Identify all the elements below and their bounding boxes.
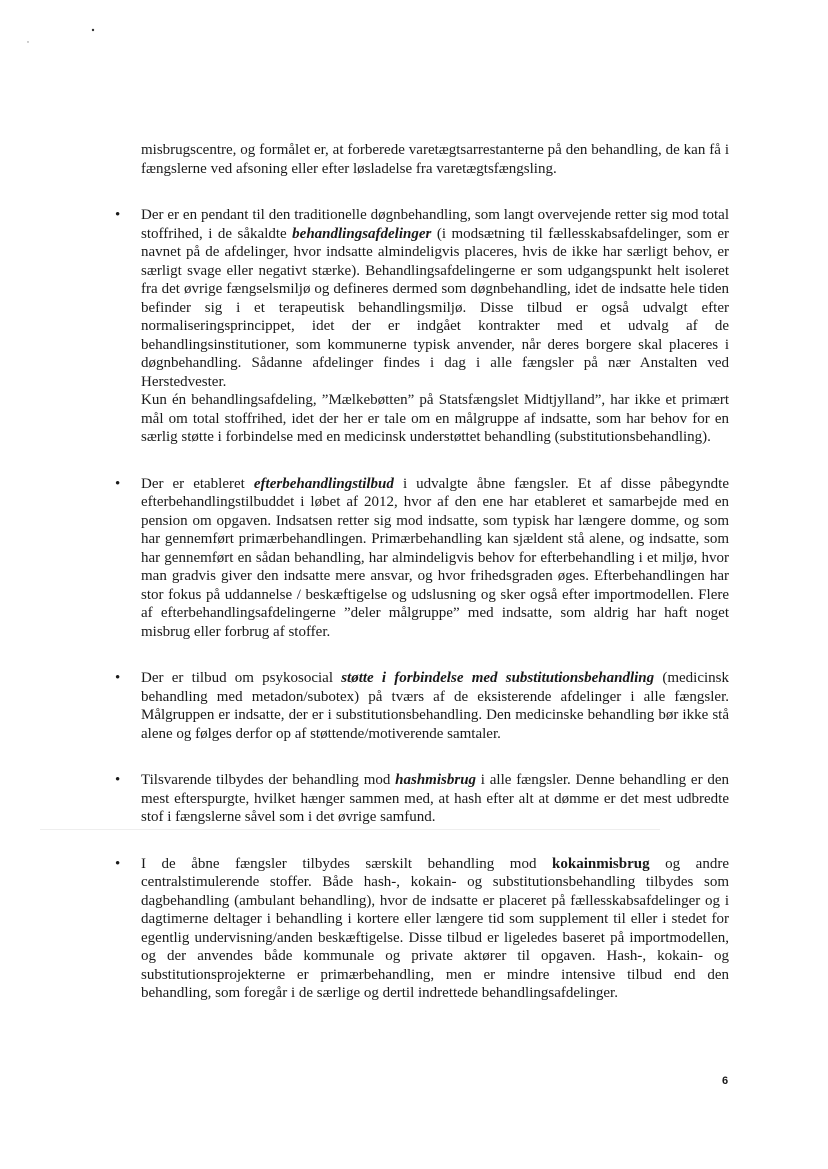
bullet-icon: • [115, 855, 121, 872]
emphasis-term: støtte i forbindelse med substitutionsbehandling [341, 670, 655, 686]
bullet-icon: • [115, 207, 121, 223]
bullet-item-substitution [115, 669, 729, 743]
continuation-paragraph [141, 141, 729, 178]
scan-specks [0, 0, 120, 50]
emphasis-term: hashmisbrug [395, 772, 477, 788]
body-text [115, 141, 729, 1031]
bullet-item-hashmisbrug [115, 771, 729, 827]
paragraph-text: I de åbne fængsler tilbydes særskilt behandling mod kokainmisbrug og andre centralstimulerende stoffer. Både hash-, kokain- og substitutionsbehandling tilbydes som dagbehandling (ambulant behandling), hvor de indsatte er placeret på fællesskabsafdelinger og i dagtimerne deltager i behandling i kortere eller længere tid som supplement til eller i stedet for egentlig undervisning/anden beskæftigelse. Disse tilbud er ligeledes baseret på importmodellen, og der anvendes både kommunale og private aktører til opgaven. Hash-, kokain- og substitutionsprojekterne er primærbehandling, men er mindre intensive tilbud end den behandling, som foregår i de særlige og dertil indrettede behandlingsafdelinger. [141, 855, 729, 1001]
bullet-item-efterbehandling [115, 475, 729, 642]
bullet-item-kokainmisbrug [115, 855, 729, 1003]
paragraph-text: Der er etableret efterbehandlingstilbud i udvalgte åbne fængsler. Et af disse påbegyndte efterbehandlingstilbuddet i løbet af 2012, hvor af den ene har etableret et samarbejde med en pension om opgaven. Indsatsen retter sig mod indsatte, som typisk har længere domme, og som har gennemført primærbehandlingen. Primærbehandling kan sjældent stå alene, og indsatte, som har gennemført en sådan behandling, har almindeligvis behov for efterbehandling i et miljø, hvor man gradvis giver den indsatte mere ansvar, og hvor frihedsgraden øges. Efterbehandlingen har stor fokus på uddannelse / beskæftigelse og udslusning og sker også efter importmodellen. Flere af efterbehandlingsafdelingerne ”deler målgruppe” med indsatte, som aldrig har haft noget misbrug eller forbrug af stoffer. [141, 475, 729, 640]
bullet-item-behandlingsafdelinger [115, 206, 729, 447]
bullet-icon: • [115, 475, 121, 492]
bullet-icon: • [115, 772, 121, 788]
sub-paragraph-text: Kun én behandlingsafdeling, ”Mælkebøtten” på Statsfængslet Midtjylland”, har ikke et primært mål om total stoffrihed, idet der her er tale om en målgruppe af indsatte, som har behov for en særlig støtte i forbindelse med en medicinsk understøttet behandling (substitutionsbehandling). [141, 392, 729, 445]
page-number: 6 [722, 1075, 729, 1087]
emphasis-term: kokainmisbrug [552, 855, 650, 872]
emphasis-term: behandlingsafdelinger [292, 225, 432, 242]
paragraph-text: misbrugscentre, og formålet er, at forberede varetægtsarrestanterne på den behandling, de kan få i fængslerne ved afsoning eller efter løsladelse fra varetægtsfængsling. [141, 142, 729, 177]
paragraph-text: Tilsvarende tilbydes der behandling mod hashmisbrug i alle fængsler. Denne behandling er den mest efterspurgte, hvilket hænger sammen med, at hash efter alt at dømme er det mest udbredte stof i fængslerne såvel som i det øvrige samfund. [141, 772, 729, 825]
paragraph-text: Der er en pendant til den traditionelle døgnbehandling, som langt overvejende retter sig mod total stoffrihed, i de såkaldte behandlingsafdelinger (i modsætning til fællesskabsafdelinger, som er navnet på de afdelinger, hvor indsatte almindeligvis placeres, hvis de ikke har særligt behov, er særligt svage eller negativt stærke). Behandlingsafdelingerne er som udgangspunkt helt isoleret fra det øvrige fængselsmiljø og defineres dermed som døgnbehandling, idet de indsatte hele tiden befinder sig i et terapeutisk behandlingsmiljø. Disse tilbud er også udvalgt efter normaliseringsprincippet, idet der er indgået kontrakter med et udvalg af de behandlingsinstitutioner, som kommunerne typisk anvender, når deres borgere skal placeres i døgnbehandling. Sådanne afdelinger findes i dag i alle fængsler på nær Anstalten ved Herstedvester. [141, 207, 729, 390]
emphasis-term: efterbehandlingstilbud [253, 475, 394, 492]
paragraph-text: Der er tilbud om psykosocial støtte i forbindelse med substitutionsbehandling (medicinsk behandling med metadon/subotex) på tværs af de eksisterende afdelinger i alle fængsler. Målgruppen er indsatte, der er i substitutionsbehandling. Den medicinske behandling bør ikke stå alene og følges derfor op af støttende/motiverende samtaler. [141, 670, 729, 742]
bullet-icon: • [115, 670, 121, 686]
